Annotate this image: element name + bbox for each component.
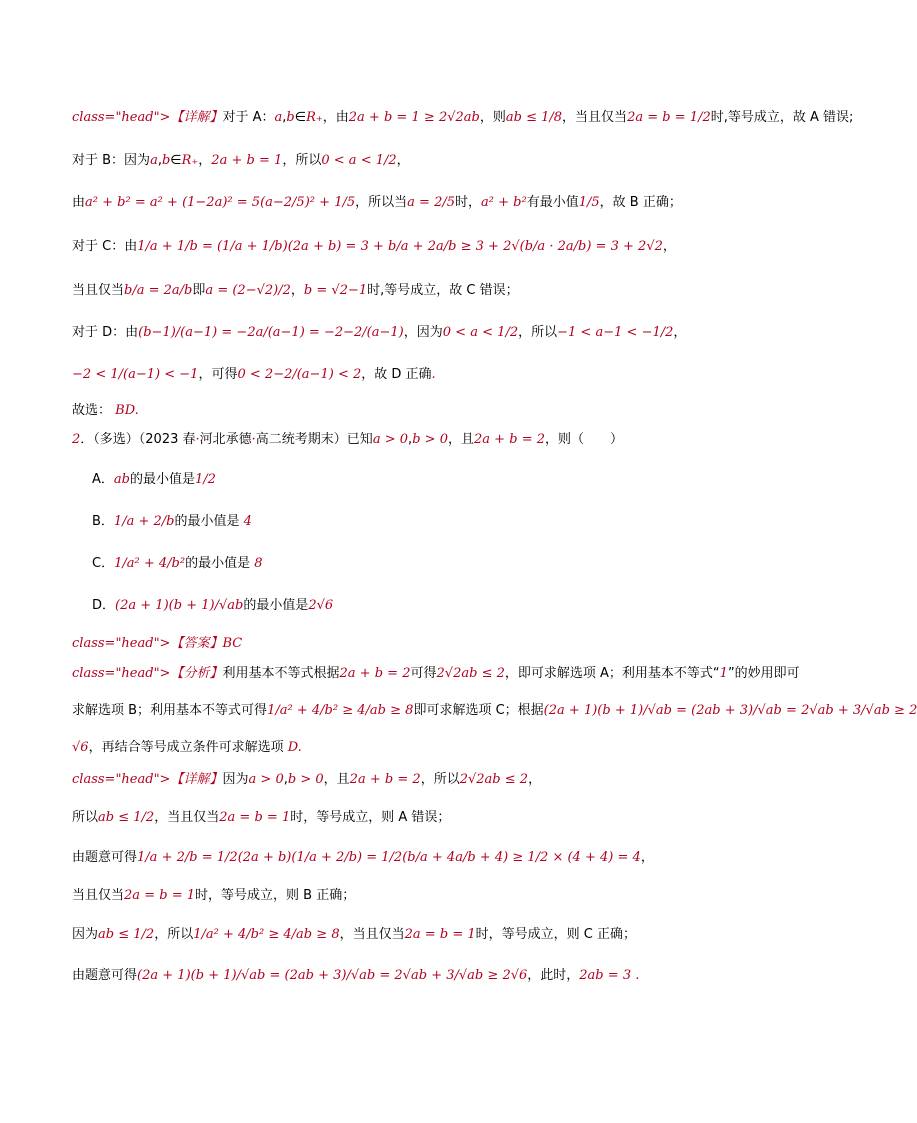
text-line: class="head">【分析】利用基本不等式根据2a + b = 2可得2√2ab ≤ 2，即可求解选项 A；利用基本不等式“1”的妙用即可 [72, 666, 800, 681]
text-line: 因为ab ≤ 1/2，所以1/a² + 4/b² ≥ 4/ab ≥ 8，当且仅当2a = b = 1时，等号成立，则 C 正确； [72, 927, 636, 942]
text-line: 2．（多选）（2023 春·河北承德·高二统考期末）已知a > 0,b > 0，且2a + b = 2，则（ ） [72, 432, 624, 447]
text-line: B．1/a + 2/b的最小值是 4 [92, 514, 252, 529]
text-line: 对于 D：由(b−1)/(a−1) = −2a/(a−1) = −2−2/(a−1)，因为0 < a < 1/2，所以−1 < a−1 < −1/2， [72, 325, 687, 340]
text-line: √6，再结合等号成立条件可求解选项 D. [72, 740, 302, 755]
text-line: A．ab的最小值是1/2 [92, 472, 216, 487]
text-line: 当且仅当2a = b = 1时，等号成立，则 B 正确； [72, 888, 356, 903]
text-line: 求解选项 B；利用基本不等式可得1/a² + 4/b² ≥ 4/ab ≥ 8即可求解选项 C；根据(2a + 1)(b + 1)/√ab = (2ab + 3)/√ab = 2√ab + 3/√ab ≥ 2 [72, 703, 917, 718]
text-line: D．(2a + 1)(b + 1)/√ab的最小值是2√6 [92, 598, 334, 613]
text-line: 故选： BD. [72, 403, 139, 418]
text-line: class="head">【详解】对于 A：a,b∈R₊，由2a + b = 1 ≥ 2√2ab，则ab ≤ 1/8，当且仅当2a = b = 1/2时,等号成立，故 A 错误; [72, 110, 854, 125]
text-line: 由a² + b² = a² + (1−2a)² = 5(a−2/5)² + 1/5，所以当a = 2/5时，a² + b²有最小值1/5，故 B 正确； [72, 195, 682, 210]
text-line: 对于 C：由1/a + 1/b = (1/a + 1/b)(2a + b) = 3 + b/a + 2a/b ≥ 3 + 2√(b/a · 2a/b) = 3 + 2√2， [72, 239, 676, 254]
text-line: −2 < 1/(a−1) < −1，可得0 < 2−2/(a−1) < 2，故 D 正确. [72, 367, 436, 382]
text-line: 由题意可得(2a + 1)(b + 1)/√ab = (2ab + 3)/√ab = 2√ab + 3/√ab ≥ 2√6，此时，2ab = 3 . [72, 968, 640, 983]
text-line: 所以ab ≤ 1/2，当且仅当2a = b = 1时，等号成立，则 A 错误； [72, 810, 451, 825]
text-line: class="head">【详解】因为a > 0,b > 0，且2a + b = 2，所以2√2ab ≤ 2， [72, 772, 542, 787]
text-line: C．1/a² + 4/b²的最小值是 8 [92, 556, 263, 571]
text-line: 当且仅当b/a = 2a/b即a = (2−√2)/2，b = √2−1时,等号成立，故 C 错误； [72, 283, 519, 298]
text-line: 由题意可得1/a + 2/b = 1/2(2a + b)(1/a + 2/b) = 1/2(b/a + 4a/b + 4) ≥ 1/2 × (4 + 4) = 4， [72, 850, 654, 865]
text-line: class="head">【答案】BC [72, 636, 243, 651]
text-line: 对于 B：因为a,b∈R₊，2a + b = 1，所以0 < a < 1/2， [72, 153, 410, 168]
